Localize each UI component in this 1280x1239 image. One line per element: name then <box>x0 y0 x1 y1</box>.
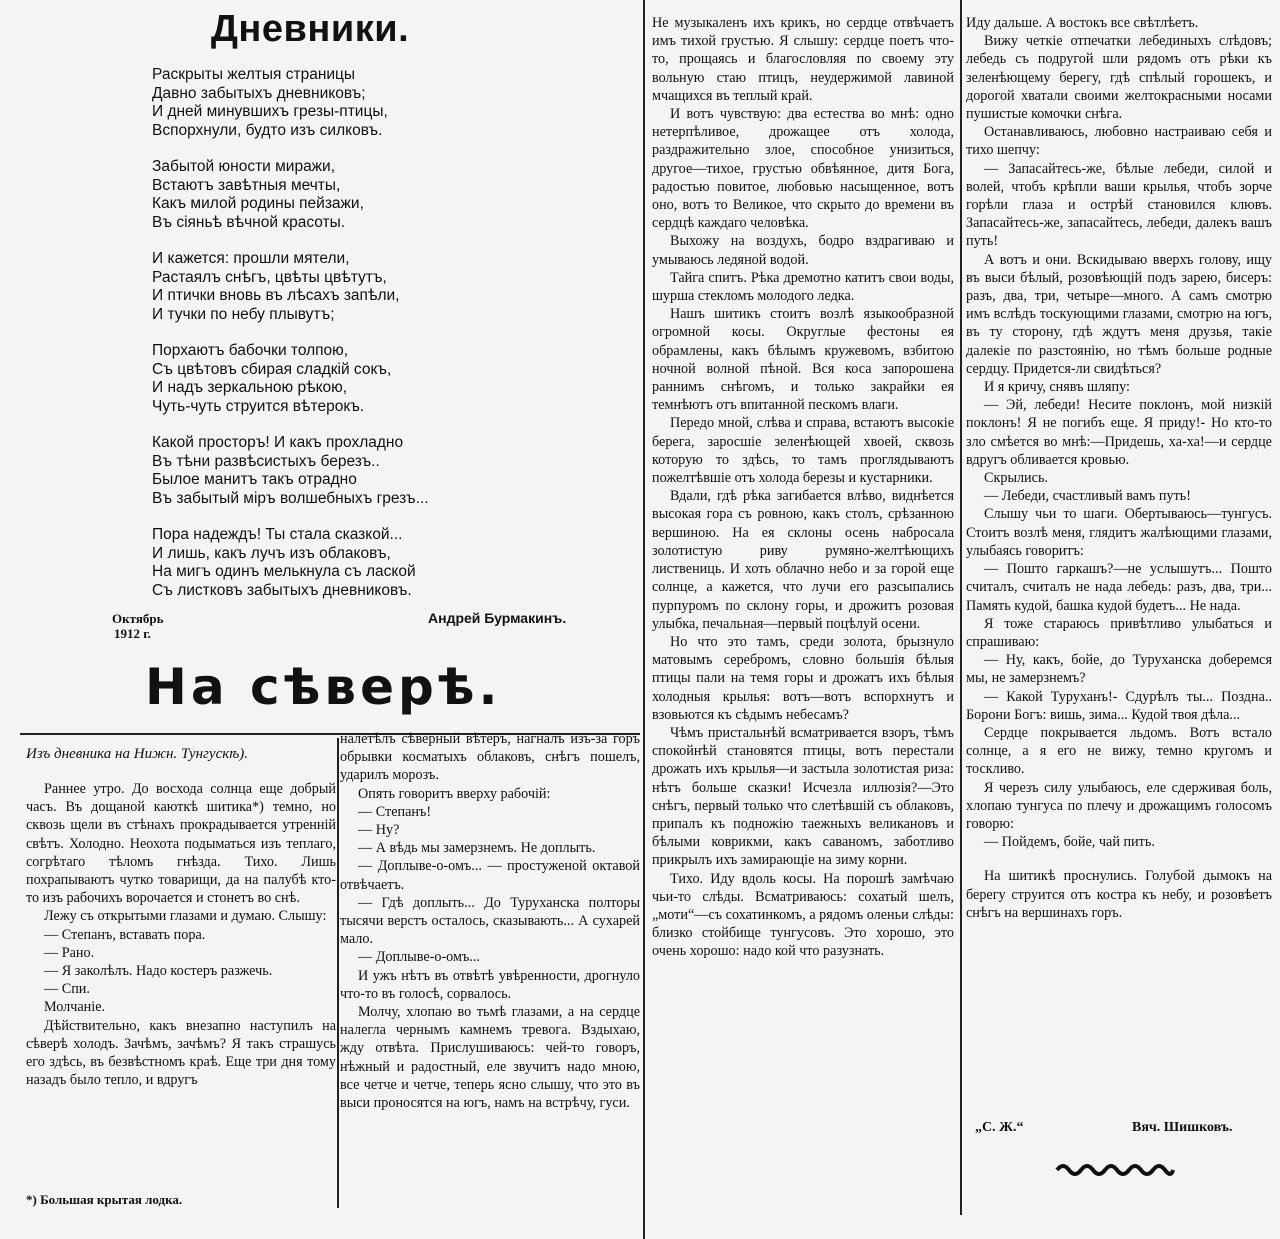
paragraph: Лежу съ открытыми глазами и думаю. Слышу: <box>44 908 327 925</box>
poem-date-year: 1912 г. <box>114 626 151 641</box>
paragraph: Скрылись. <box>984 470 1048 487</box>
poem-stanza <box>152 66 612 140</box>
paragraph: На шитикѣ проснулись. Голубой дымокъ на берегу струится отъ костра къ небу, и розовѣетъ снѣгъ на вершинахъ горъ. <box>966 868 1272 921</box>
article-column-4 <box>966 14 1272 922</box>
column-divider-2 <box>960 0 962 1215</box>
poem-line: Какой просторъ! И какъ прохладно <box>152 434 404 451</box>
paragraph: Слышу чьи то шаги. Обертываюсь—тунгусъ. Стоитъ возлѣ меня, глядитъ жалѣющими глазами, улыбаясь говоритъ: <box>966 506 1272 559</box>
paragraph: И я кричу, снявъ шляпу: <box>984 379 1130 396</box>
poem-stanza <box>152 250 612 324</box>
poem-line: Чуть-чуть струится вѣтерокъ. <box>152 397 365 415</box>
signature-initials: „С. Ж.“ <box>975 1120 1024 1135</box>
poem-date <box>112 611 163 641</box>
dialogue-line: — Ну, какъ, бойе, до Туруханска доберемся мы, не замерзнемъ? <box>966 652 1272 687</box>
paragraph: Останавливаюсь, любовно настраиваю себя и тихо шепчу: <box>966 124 1272 159</box>
dialogue-line: — Эй, лебеди! Несите поклонъ, мой низкій поклонъ! Я не погибъ еще. Я приду!- Но кто-то зло смѣется во мнѣ:—Придешь, ха-ха!—и сердце вдругъ обливается кровью. <box>966 397 1272 468</box>
poem-author: Андрей Бурмакинъ. <box>428 610 567 626</box>
ornament-squiggle-icon <box>1055 1160 1175 1180</box>
paragraph: Молчаніе. <box>44 999 106 1016</box>
dialogue-line: — Лебеди, счастливый вамъ путь! <box>984 488 1191 505</box>
paragraph: Вижу четкіе отпечатки лебединыхъ слѣдовъ; лебедь съ подругой шли рядомъ отъ рѣки къ зеленѣющему берегу, гдѣ спѣлый горошекъ, и дорогой хватали своими желтокрасными носами пушистые комочки снѣга. <box>966 33 1272 123</box>
dialogue-line: — А вѣдь мы замерзнемъ. Не доплыть. <box>358 840 596 857</box>
poem-line: Порхаютъ бабочки толпою, <box>152 342 349 359</box>
dialogue-line: — Пошто гаркашъ?—не услышутъ... Пошто считалъ, считалъ не нада лебедь: разъ, два, три... Память кудой, башка кудой будетъ... Не нада. <box>966 561 1272 614</box>
article-column-1 <box>26 780 336 1089</box>
paragraph: И вотъ чувствую: два естества во мнѣ: одно нетерпѣливое, дрожащее отъ холода, раздражительно злое, способное унизиться, другое—тихое, грустью обвѣянное, дитя Бога, радостью повитое, любовью насыщенное, вотъ оно, вотъ то Великое, что скрыто до времени въ сердцѣ каждаго человѣка. <box>652 106 954 232</box>
paragraph: Опять говоритъ вверху рабочій: <box>358 785 551 802</box>
poem-line: Забытой юности миражи, <box>152 158 336 175</box>
paragraph: Иду дальше. А востокъ все свѣтлѣетъ. <box>966 15 1199 31</box>
paragraph: Я черезъ силу улыбаюсь, еле сдерживая боль, хлопаю тунгуса по плечу и дрожащимъ голосомъ говорю: <box>966 779 1272 832</box>
dialogue-line: — Запасайтесь-же, бѣлые лебеди, силой и волей, чтобъ крѣпли ваши крылья, чтобъ зорче горѣли глаза и острѣй становился клювъ. Запасайтесь-же, запасайтесь, лебеди, далекъ вашъ путь! <box>966 160 1272 250</box>
paragraph: А вотъ и они. Вскидываю вверхъ голову, ищу въ выси бѣлый, розовѣющій подъ зарею, бисеръ: разъ, два, три, четыре—много. А самъ смотрю имъ вслѣдъ тоскующими глазами, смотрю на югъ, въ ту сторону, гдѣ ждутъ меня друзья, такіе далекіе по разстоянію, но тѣмъ больше родные сердцу. Придется-ли свидѣться? <box>966 251 1272 377</box>
poem-line: И лишь, какъ лучъ изъ облаковъ, <box>152 544 391 562</box>
poem-line: И птички вновь въ лѣсахъ запѣли, <box>152 287 400 304</box>
column-divider-1 <box>643 0 645 1239</box>
paragraph: Тайга спитъ. Рѣка дремотно катитъ свои воды, шурша стекломъ молодого ледка. <box>652 269 954 305</box>
poem-line: И надъ зеркальною рѣкою, <box>152 379 348 396</box>
paragraph: Нашъ шитикъ стоитъ возлѣ языкообразной огромной косы. Округлые фестоны ея обрамлены, какъ бѣлымъ кружевомъ, взбитою ночной волной пѣной. Вся коса запорошена раннимъ снѣгомъ, и только закрайки ея темнѣютъ отъ впитанной пескомъ влаги. <box>652 306 954 414</box>
paragraph: Но что это тамъ, среди золота, брызнуло матовымъ серебромъ, словно большія бѣлыя птицы пали на темя горы и дрожатъ ихъ бѣлыя холодныя крылья: вотъ—вотъ вспорхнутъ и взовьются къ сѣдымъ небесамъ? <box>652 633 954 723</box>
paragraph: Передо мной, слѣва и справа, встаютъ высокіе берега, заросшіе зеленѣющей хвоей, сквозь которую то здѣсь, то тамъ проглядываютъ пожелтѣвшіе отъ холода березы и кустарники. <box>652 415 954 487</box>
paragraph: Сердце покрывается льдомъ. Вотъ встало солнце, а я его не вижу, темно кругомъ и тоскливо. <box>966 724 1272 778</box>
poem-line: Вспорхнули, будто изъ силковъ. <box>152 121 383 139</box>
dialogue-line: — Доплыве-о-омъ... — простуженой октавой отвѣчаетъ. <box>340 858 640 893</box>
dialogue-line: — Рано. <box>44 944 95 961</box>
paragraph: Я тоже стараюсь привѣтливо улыбаться и спрашиваю: <box>966 615 1272 650</box>
poem-line: Былое манитъ такъ отрадно <box>152 471 357 488</box>
signature-author: Вяч. Шишковъ. <box>1132 1120 1233 1135</box>
poem-line: Въ сіяньѣ вѣчной красоты. <box>152 213 346 231</box>
paragraph: Тихо. Иду вдоль косы. На порошѣ замѣчаю чьи-то слѣды. Всматриваюсь: сохатый шелъ, „моти“—съ сохатинкомъ, а рядомъ оленьи слѣды: близко стойбище тунгусовъ. Это хорошо, это очень хорошо: надо кой что разузнать. <box>652 870 954 960</box>
article-column-3 <box>652 14 954 961</box>
poem-stanza <box>152 526 612 600</box>
paragraph: Вдали, гдѣ рѣка загибается влѣво, виднѣется высокая гора съ ровною, какъ столъ, срѣзанною вершиною. На ея склоны осень набросала золотистую риву румяно-желтѣющихъ листвениць. И хоть облачно небо и за горой еще солнце, а кажется, что лучи его разсыпались пурпуромъ по склону горы, и дрожитъ розовая улыбка, печальная—первый поцѣлуй осени. <box>652 488 954 632</box>
poem-line: Съ цвѣтовъ сбирая сладкій сокъ, <box>152 360 392 378</box>
dialogue-line: — Степанъ, вставать пора. <box>44 926 206 943</box>
dialogue-line: — Ну? <box>358 822 400 839</box>
poem-line: Пора надеждъ! Ты стала сказкой... <box>152 526 403 543</box>
poem-line: На мигъ одинъ мелькнула съ лаской <box>152 563 416 580</box>
dialogue-line: — Доплыве-о-омъ... <box>358 949 480 966</box>
paragraph: Молчу, хлопаю во тьмѣ глазами, а на сердце налегла чернымъ камнемъ тревога. Вздыхаю, жду отвѣта. Прислушиваюсь: чей-то говоръ, нѣжный и радостный, еле звучитъ надо мною, все четче и четче, теперь ясно слышу, что это въ выси проносятся на югъ, намъ на встрѣчу, гуси. <box>340 1004 640 1112</box>
poem-body <box>152 66 612 618</box>
poem-line: И дней минувшихъ грезы-птицы, <box>152 103 388 120</box>
dialogue-line: — Гдѣ доплыть... До Туруханска полторы тысячи верстъ осталось, сказывають... А сухарей мало. <box>340 894 640 948</box>
article-subtitle: Изъ дневника на Нижн. Тунгускѣ). <box>26 746 248 762</box>
dialogue-line: — Степанъ! <box>358 803 432 820</box>
paragraph: Раннее утро. До восхода солнца еще добрый часъ. Въ дощаной каюткѣ шитика*) темно, но сквозь щели въ стѣнахъ прокрадывается утренній свѣтъ. Холодно. Неохота подыматься изъ теплаго, согрѣтаго тѣломъ гнѣзда. Тихо. Лишь похрапываютъ чутко товарищи, да на палубѣ кто-то изъ рабочихъ ворочается и стонетъ во снѣ. <box>26 781 336 907</box>
poem-stanza <box>152 434 612 508</box>
poem-date-month: Октябрь <box>112 611 164 626</box>
poem-line: Какъ милой родины пейзажи, <box>152 195 364 212</box>
footnote: *) Большая крытая лодка. <box>26 1192 183 1207</box>
poem-line: Встаютъ завѣтныя мечты, <box>152 176 341 194</box>
poem-line: Растаялъ снѣгъ, цвѣты цвѣтутъ, <box>152 268 387 286</box>
poem-stanza <box>152 342 612 416</box>
poem-line: Съ листковъ забытыхъ дневниковъ. <box>152 581 412 599</box>
paragraph: Дѣйствительно, какъ внезапно наступилъ на сѣверѣ холодъ. Зачѣмъ, зачѣмъ? Я такъ страшусь его здѣсь, въ безвѣстномъ краѣ. Еще три дня тому назадъ было тепло, и вдругъ <box>26 1017 336 1089</box>
column-divider-3 <box>337 738 339 1208</box>
poem-line: И тучки по небу плывутъ; <box>152 305 335 323</box>
article-title: На сѣверѣ. <box>145 658 502 716</box>
poem-line: Давно забытыхъ дневниковъ; <box>152 84 366 102</box>
article-column-2 <box>340 730 640 1112</box>
poem-line: Въ тѣни развѣсистыхъ березъ.. <box>152 452 380 470</box>
dialogue-line: — Пойдемъ, бойе, чай пить. <box>984 834 1155 851</box>
paragraph: Чѣмъ пристальнѣй всматривается взоръ, тѣмъ спокойнѣй становятся птицы, вотъ перестали дрожать ихъ крылья—и застыла золотистая риза: нѣтъ больше сказки! Исчезла иллюзія?—Это снѣгъ, первый только что слетѣвшій съ облаковъ, припалъ къ подножію таежныхъ великановъ и бѣлыми коврикми, какъ саваномъ, заботливо прикрылъ ихъ замирающіе на зиму корни. <box>652 724 954 869</box>
poem-line: Раскрыты желтыя страницы <box>152 66 356 83</box>
dialogue-line: — Я заколѣлъ. Надо костеръ разжечь. <box>44 963 273 980</box>
poem-line: И кажется: прошли мятели, <box>152 250 350 267</box>
poem-line: Въ забытый міръ волшебныхъ грезъ... <box>152 489 429 507</box>
paragraph: И ужъ нѣтъ въ отвѣтѣ увѣренности, дрогнуло что-то въ голосѣ, сорвалось. <box>340 967 640 1002</box>
poem-stanza <box>152 158 612 232</box>
dialogue-line: — Какой Туруханъ!- Сдурѣлъ ты... Поздна.. Борони Богъ: вишь, зима... Кудой твоя дѣла... <box>966 688 1272 723</box>
dialogue-line: — Спи. <box>44 981 90 998</box>
paragraph: Выхожу на воздухъ, бодро вздрагиваю и умываюсь ледяной водой. <box>652 233 954 268</box>
paragraph: налетѣлъ сѣверный вѣтеръ, нагналъ изъ-за горъ обрывки косматыхъ облаковъ, снѣгъ пошелъ, ударилъ морозъ. <box>340 731 640 784</box>
paragraph: Не музыкаленъ ихъ крикъ, но сердце отвѣчаетъ имъ тихой грустью. Я слышу: сердце поетъ что-то, прощаясь и благословляя по своему эту вольную стаю птицъ, неудержимой лавиной мчащихся въ теплый край. <box>652 15 954 104</box>
poem-title: Дневники. <box>210 8 410 50</box>
